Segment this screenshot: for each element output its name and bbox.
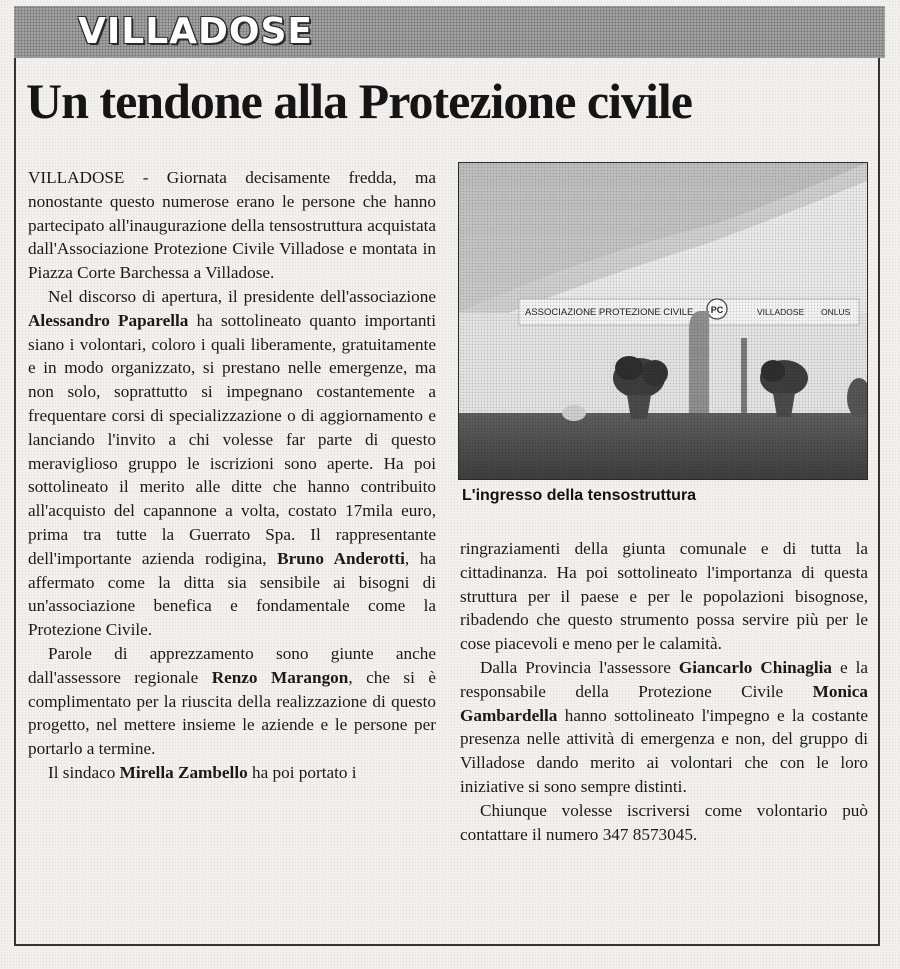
article-photo bbox=[458, 162, 868, 480]
article-headline: Un tendone alla Protezione civile bbox=[26, 73, 692, 129]
text-run: , ha affermato come la ditta sia sensibile ai bisogni di un'associazione benefica e fondamentale come la Protezione Civile. bbox=[28, 548, 436, 640]
section-label: VILLADOSE bbox=[78, 11, 314, 52]
paragraph bbox=[28, 285, 436, 642]
text-run: Parole di apprezzamento sono giunte anche dall'assessore regionale bbox=[28, 643, 436, 687]
person-name: Monica Gambardella bbox=[460, 681, 868, 725]
paragraph bbox=[460, 537, 868, 656]
text-run: e la responsabile della Protezione Civile bbox=[460, 657, 868, 701]
text-run: hanno sottolineato l'impegno e la costante presenza nelle attività di emergenza e non, del gruppo di Villadose dando merito ai volontari che con le loro iniziative si sono sempre distinti. bbox=[460, 705, 868, 796]
paragraph bbox=[28, 642, 436, 761]
article-column-left bbox=[28, 166, 436, 785]
person-name: Giancarlo Chinaglia bbox=[678, 657, 832, 677]
tent-sign-suffix: ONLUS bbox=[821, 307, 851, 317]
text-run: ha poi portato i bbox=[247, 762, 357, 782]
text-run: , che si è complimentato per la riuscita della realizzazione di questo progetto, nel mettere insieme le aziende e le persone per portarlo a termine. bbox=[28, 667, 436, 759]
tent-sign-left: ASSOCIAZIONE PROTEZIONE CIVILE bbox=[525, 307, 694, 318]
text-run: VILLADOSE - Giornata decisamente fredda, ma nonostante questo numerose erano le persone che hanno partecipato all'inaugurazione della tensostruttura acquistata dall'Associazione Protezione Civile Villadose e montata in Piazza Corte Barchessa a Villadose. bbox=[28, 168, 436, 283]
paragraph bbox=[28, 761, 436, 785]
text-run: ha sottolineato quanto importanti siano i volontari, coloro i quali liberamente, gratuitamente e in modo organizzato, si prestano nelle emergenze, ma non solo, soprattutto si impegnano costantemente a frequentare corsi di specializzazione o di aggiornamento e lanciando l'invito a chi volesse far parte di questo meraviglioso gruppo le iscrizioni sono aperte. Ha poi sottolineato il merito alle ditte che hanno contribuito all'acquisto del capannone a volta, costato 17mila euro, prima tra tutte la Guerrato Spa. Il rappresentante dell'importante azienda rodigina, bbox=[28, 310, 436, 568]
text-run: Nel discorso di apertura, il presidente dell'associazione bbox=[48, 286, 436, 306]
tent-sign-right: VILLADOSE bbox=[757, 307, 805, 317]
photo-caption: L'ingresso della tensostruttura bbox=[462, 487, 697, 504]
section-header-bar bbox=[14, 6, 885, 58]
text-run: Dalla Provincia l'assessore bbox=[480, 657, 679, 677]
paragraph bbox=[460, 799, 868, 847]
person-name: Bruno Anderotti bbox=[277, 548, 405, 568]
person-name: Mirella Zambello bbox=[119, 762, 248, 782]
person-name: Alessandro Paparella bbox=[28, 310, 189, 330]
text-run: Chiunque volesse iscriversi come volontario può contattare il numero 347 8573045. bbox=[460, 800, 868, 844]
text-run: Il sindaco bbox=[48, 762, 120, 782]
paragraph bbox=[460, 656, 868, 799]
text-run: ringraziamenti della giunta comunale e di tutta la cittadinanza. Ha poi sottolineato l'importanza di questa struttura per il paese e per le popolazioni bisognose, ribadendo che questo strumento possa servire più per le cose piacevoli e meno per le calamità. bbox=[460, 539, 868, 654]
pc-logo: PC bbox=[710, 305, 724, 315]
article-column-right bbox=[460, 537, 868, 846]
paragraph bbox=[28, 166, 436, 285]
person-name: Renzo Marangon bbox=[211, 667, 349, 687]
